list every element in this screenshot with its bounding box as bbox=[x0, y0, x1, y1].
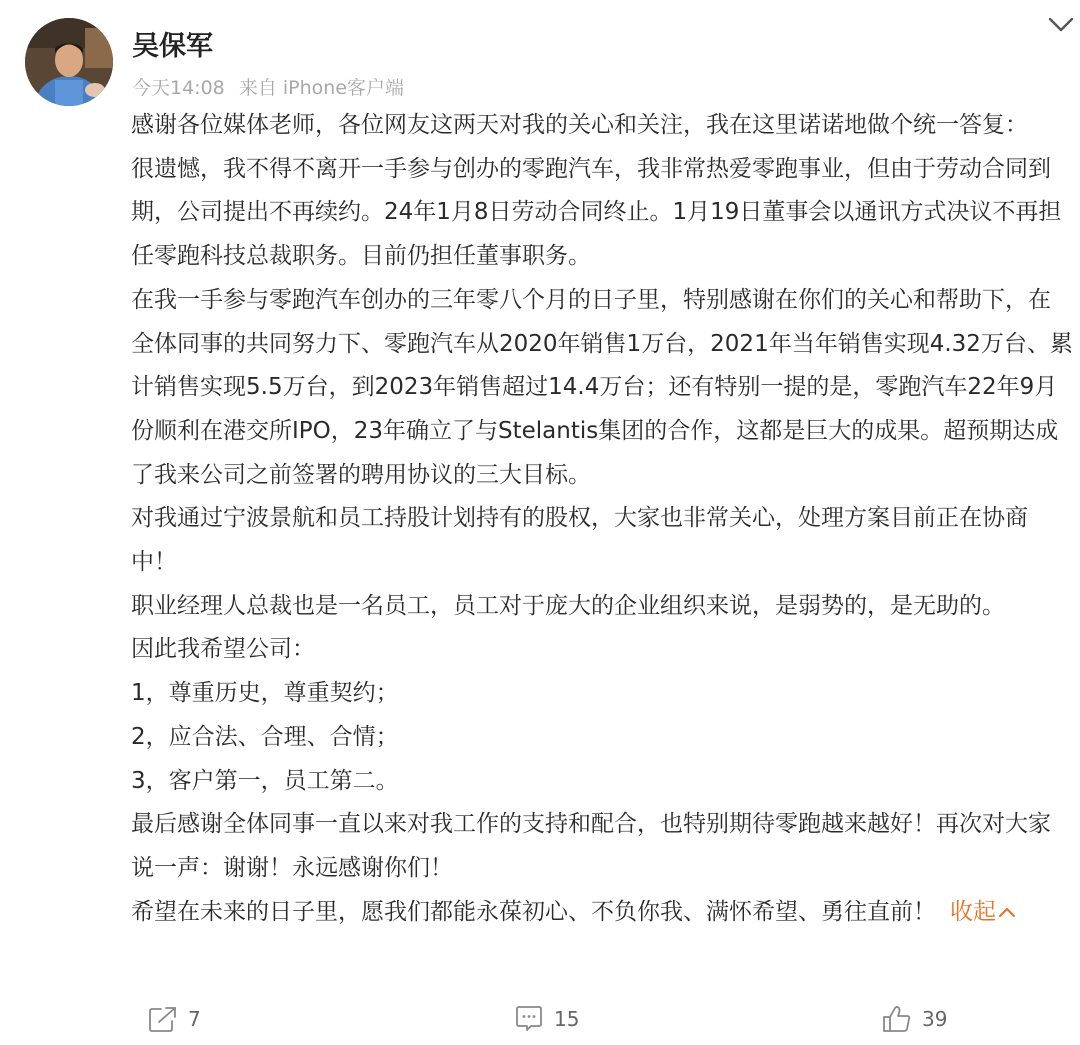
avatar-photo bbox=[25, 18, 113, 106]
post-paragraph: 职业经理人总裁也是一名员工，员工对于庞大的企业组织来说，是弱势的，是无助的。 bbox=[131, 592, 1005, 619]
post-paragraph: 1，尊重历史，尊重契约； bbox=[131, 680, 399, 707]
post-paragraph: 2，应合法、合理、合情； bbox=[131, 723, 399, 750]
author-name[interactable]: 吴保军 bbox=[132, 31, 213, 62]
post-meta bbox=[132, 76, 404, 100]
post-source: 来自 iPhone客户端 bbox=[238, 77, 404, 99]
post-paragraph: 感谢各位媒体老师，各位网友这两天对我的关心和关注，我在这里诺诺地做个统一答复： bbox=[131, 112, 1028, 138]
post-paragraph: 在我一手参与零跑汽车创办的三年零八个月的日子里，特别感谢在你们的关心和帮助下，在全体同事的共同努力下、零跑汽车从2020年销售1万台，2021年当年销售实现4.32万台、累计销售实现5.5万台，到2023年销售超过14.4万台；还有特别一提的是，零跑汽车22年9月份顺利在港交所IPO，23年确立了与Stelantis集团的合作，这都是巨大的成果。超预期达成了我来公司之前签署的聘用协议的三大目标。 bbox=[131, 286, 1073, 488]
post-paragraph: 对我通过宁波景航和员工持股计划持有的股权，大家也非常关心，处理方案目前正在协商中！ bbox=[131, 505, 1028, 576]
collapse-label: 收起 bbox=[950, 898, 996, 925]
action-bar bbox=[0, 998, 1080, 1042]
post-body bbox=[131, 104, 1073, 934]
chevron-down-icon[interactable] bbox=[1046, 14, 1076, 36]
comment-count: 15 bbox=[554, 1007, 580, 1031]
post-paragraph: 最后感谢全体同事一直以来对我工作的支持和配合，也特别期待零跑越来越好！再次对大家说一声：谢谢！永远感谢你们！ bbox=[131, 811, 1051, 881]
post-paragraph: 因此我希望公司： bbox=[131, 636, 315, 663]
post-time: 今天14:08 bbox=[132, 77, 225, 99]
like-button[interactable] bbox=[882, 1004, 947, 1034]
post-paragraph-text: 希望在未来的日子里，愿我们都能永葆初心、不负你我、满怀希望、勇往直前！ bbox=[131, 898, 936, 925]
post-paragraph-last bbox=[131, 891, 1073, 935]
avatar[interactable] bbox=[25, 18, 113, 106]
post-paragraph: 很遗憾，我不得不离开一手参与创办的零跑汽车，我非常热爱零跑事业，但由于劳动合同到期，公司提出不再续约。24年1月8日劳动合同终止。1月19日董事会以通讯方式决议不再担任零跑科技总裁职务。目前仍担任董事职务。 bbox=[131, 155, 1062, 270]
thumbs-up-icon bbox=[882, 1004, 912, 1034]
share-button[interactable] bbox=[148, 1004, 201, 1034]
like-count: 39 bbox=[922, 1007, 948, 1031]
collapse-link[interactable] bbox=[950, 899, 1016, 925]
comment-button[interactable] bbox=[514, 1004, 579, 1034]
share-icon bbox=[148, 1005, 178, 1033]
post-paragraph: 3，客户第一，员工第二。 bbox=[131, 767, 399, 794]
share-count: 7 bbox=[188, 1007, 201, 1031]
comment-icon bbox=[514, 1005, 544, 1033]
chevron-up-icon bbox=[998, 906, 1016, 918]
